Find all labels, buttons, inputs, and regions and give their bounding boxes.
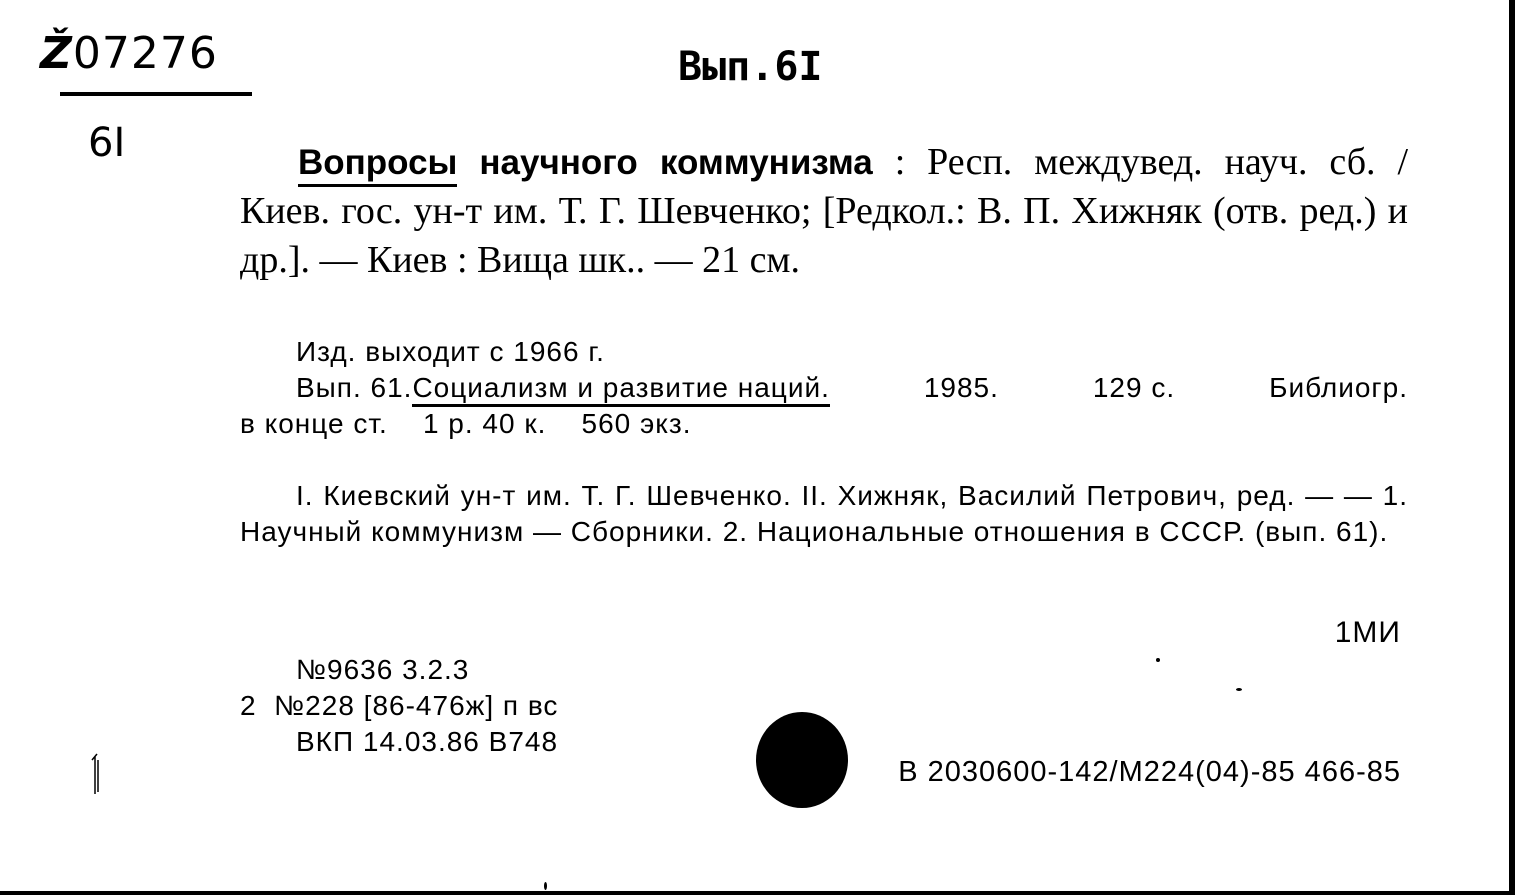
title-main: научного коммунизма — [479, 143, 873, 182]
title-entry — [240, 138, 1408, 285]
title-keyword: Вопросы — [298, 143, 457, 187]
order-line-1: №9636 3.2.3 — [296, 654, 470, 685]
tracings-text: I. Киевский ун-т им. Т. Г. Шевченко. II. Хижняк, Василий Петрович, ред. — — 1. Научный коммунизм — Сборники. 2. Национальные отношения в СССР. (вып. 61). — [240, 480, 1408, 547]
issue-entry — [240, 370, 1408, 442]
shelf-prefix: Ž — [40, 28, 73, 79]
pencil-mark-icon — [88, 752, 102, 796]
tracing-code: 1МИ — [1334, 616, 1401, 649]
ink-blot — [756, 712, 848, 808]
issue-number: Вып. 61. — [296, 372, 413, 403]
issue-bibliography: Библиогр. — [1269, 372, 1408, 403]
volume-mark: 6I — [88, 120, 126, 166]
order-info — [240, 652, 558, 760]
speck — [544, 882, 547, 890]
volume-heading: Вып.6I — [678, 44, 823, 90]
issue-biblio-location: в конце ст. — [240, 408, 388, 439]
order-line-3: ВКП 14.03.86 В748 — [296, 726, 559, 757]
title-details: : Респ. междувед. науч. сб. / Киев. гос. ун-т им. Т. Г. Шевченко; [Редкол.: В. П. Хижняк (отв. ред.) и др.]. — Киев : Вища шк.. — 21 см. — [240, 141, 1409, 281]
publication-note-text: Изд. выходит с 1966 г. — [296, 336, 605, 367]
shelf-number: 07276 — [72, 28, 218, 79]
shelf-mark — [40, 28, 218, 79]
issue-year: 1985. — [923, 372, 999, 403]
issue-price: 1 р. 40 к. — [422, 408, 547, 439]
issue-title: Социализм и развитие наций. — [412, 372, 829, 407]
order-line-2-number: 2 — [240, 690, 257, 721]
issue-pages: 129 с. — [1092, 372, 1176, 403]
catalog-code: В 2030600-142/М224(04)-85 466-85 — [898, 756, 1401, 788]
issue-print-run: 560 экз. — [581, 408, 692, 439]
shelf-mark-underline — [60, 92, 252, 96]
publication-note — [240, 334, 1408, 370]
speck — [1236, 688, 1242, 691]
speck — [1156, 658, 1160, 662]
tracings — [240, 478, 1408, 550]
order-line-2: №228 [86-476ж] п вс — [274, 690, 559, 721]
